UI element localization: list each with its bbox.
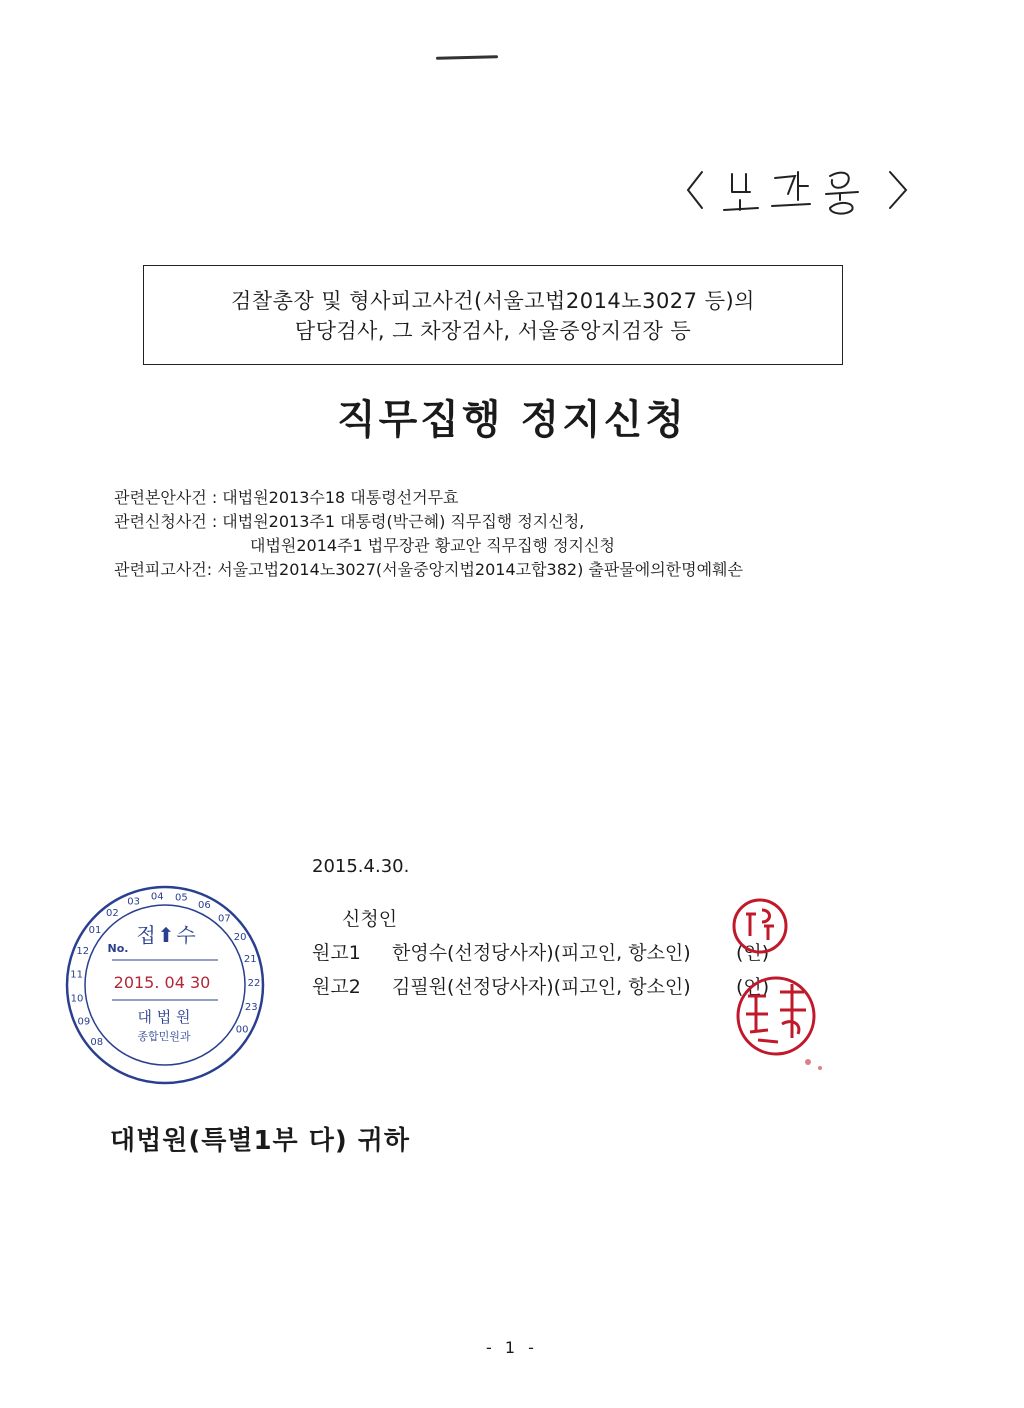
stamp-dial-number: 06 [198,900,211,912]
applicant-role: 원고2 [312,976,361,998]
stamp-dial-number: 08 [90,1037,104,1049]
receipt-stamp [60,880,270,1090]
addressee-box [143,265,843,365]
arrow-up-icon: ⬆ [157,923,175,947]
stamp-number-label: No. [107,942,129,955]
top-pen-mark [436,55,498,60]
stamp-dial-number: 23 [244,1002,258,1014]
applicant-name: 김필원(선정당사자)(피고인, 항소인) [392,976,691,998]
related-cases [114,486,743,582]
stamp-dial-number: 09 [77,1016,91,1028]
seal-placeholder: (인) [736,942,770,964]
stamp-dial-number: 01 [88,925,102,937]
application-case-1: 관련신청사건 : 대법원2013주1 대통령(박근혜) 직무집행 정지신청, [114,512,585,531]
applicant-name: 한영수(선정당사자)(피고인, 항소인) [392,942,691,964]
criminal-case: 관련피고사건: 서울고법2014노3027(서울중앙지법2014고합382) 출판물에의한명예훼손 [114,560,743,579]
applicant-row-1 [312,938,770,965]
court-addressee: 대법원(특별1부 다) 귀하 [110,1126,411,1156]
stamp-title: 접 [136,923,156,947]
stamp-dial-number: 20 [233,932,247,944]
stamp-dial-number: 21 [243,954,257,966]
addressee-box-line1: 검찰총장 및 형사피고사건(서울고법2014노3027 등)의 [231,289,755,313]
stamp-dial-number: 10 [70,993,84,1005]
stamp-dial-number: 02 [106,908,119,920]
document-title: 직무집행 정지신청 [336,397,688,443]
stamp-dial-number: 22 [247,978,261,990]
stamp-org: 대 법 원 [137,1008,191,1026]
stamp-title-2: 수 [176,923,196,947]
application-case-2: 대법원2014주1 법무장관 황교안 직무집행 정지신청 [250,536,615,555]
red-seals [728,892,838,1072]
filing-date: 2015.4.30. [312,856,410,877]
applicant-role: 원고1 [312,942,361,964]
seal-placeholder: (인) [736,976,770,998]
stamp-dial-number: 00 [235,1024,249,1036]
stamp-dial-number: 05 [175,892,188,904]
stamp-dial-number: 12 [76,945,90,957]
stamp-dept: 종합민원과 [137,1030,191,1043]
stamp-dial-number: 04 [150,891,164,903]
page-number: - 1 - [486,1338,538,1357]
stamp-dial-number: 03 [127,896,140,908]
stamp-dial-number: 07 [218,913,231,925]
addressee-box-line2: 담당검사, 그 차장검사, 서울중앙지검장 등 [294,319,692,343]
applicant-label: 신청인 [342,908,398,930]
handwritten-note [680,160,920,220]
applicant-row-2 [312,972,770,999]
main-case: 관련본안사건 : 대법원2013수18 대통령선거무효 [114,488,459,507]
stamp-date: 2015. 04 30 [113,973,211,992]
stamp-dial-number: 11 [70,969,83,981]
